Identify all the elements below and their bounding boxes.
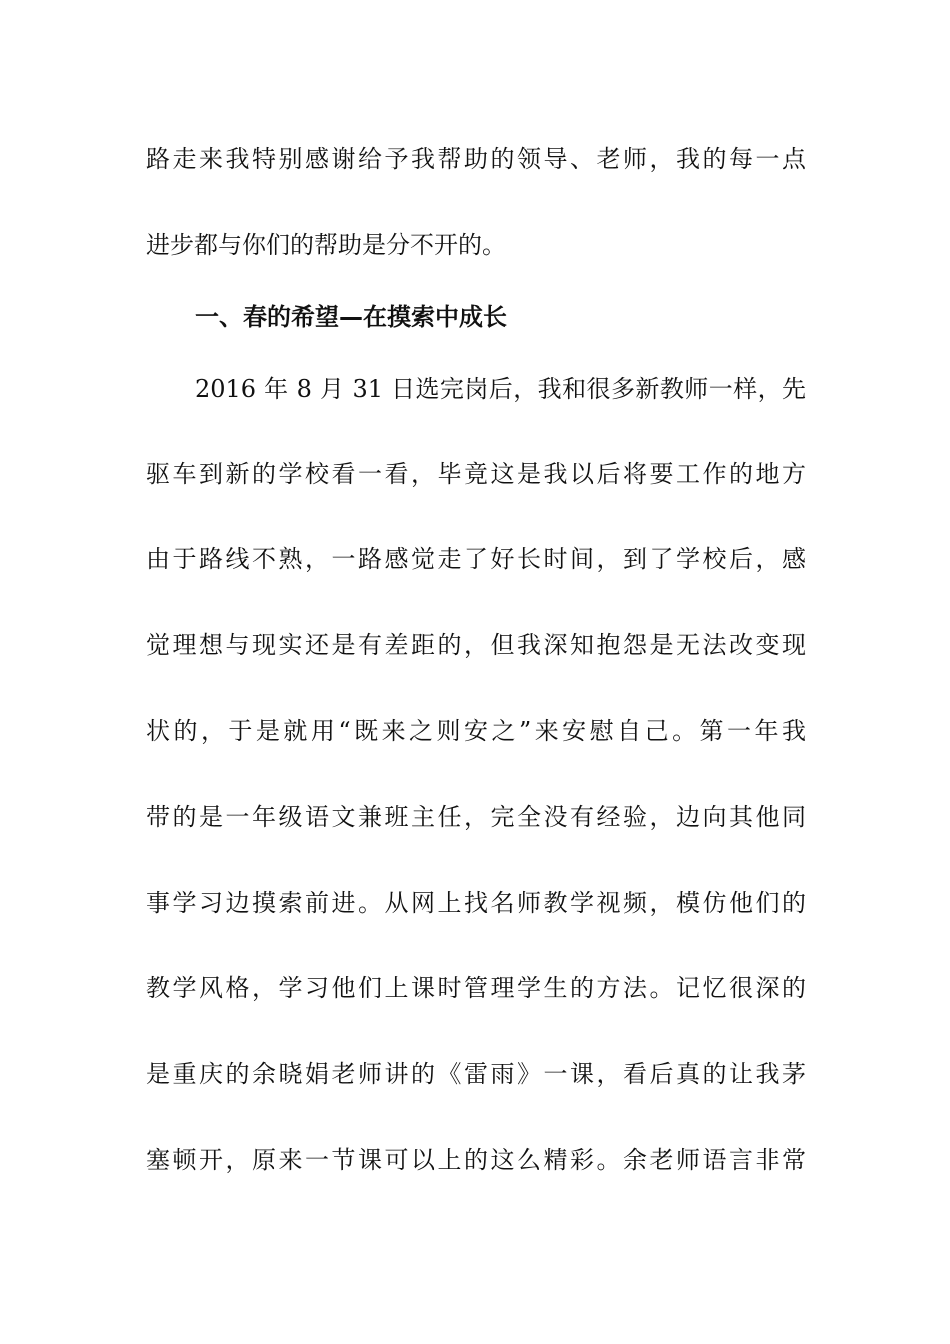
paragraph-2-line-6: 带的是一年级语文兼班主任，完全没有经验，边向其他同 [146,803,806,831]
paragraph-2-line-5: 状的，于是就用“既来之则安之”来安慰自己。第一年我 [146,717,806,745]
paragraph-2-line-4: 觉理想与现实还是有差距的，但我深知抱怨是无法改变现 [146,631,806,659]
paragraph-1-line-1: 路走来我特别感谢给予我帮助的领导、老师，我的每一点 [146,145,806,173]
paragraph-2-line-1: 2016 年 8 月 31 日选完岗后，我和很多新教师一样，先 [195,375,806,403]
paragraph-2-line-8: 教学风格，学习他们上课时管理学生的方法。记忆很深的 [146,974,806,1002]
section-heading: 一、春的希望—在摸索中成长 [195,303,507,331]
paragraph-1-line-2: 进步都与你们的帮助是分不开的。 [146,231,506,259]
paragraph-2-line-7: 事学习边摸索前进。从网上找名师教学视频，模仿他们的 [146,889,806,917]
paragraph-2-line-3: 由于路线不熟，一路感觉走了好长时间，到了学校后，感 [146,545,806,573]
paragraph-2-line-10: 塞顿开，原来一节课可以上的这么精彩。余老师语言非常 [146,1146,806,1174]
paragraph-2-line-2: 驱车到新的学校看一看，毕竟这是我以后将要工作的地方 [146,460,806,488]
paragraph-2-line-9: 是重庆的余晓娟老师讲的《雷雨》一课，看后真的让我茅 [146,1060,806,1088]
